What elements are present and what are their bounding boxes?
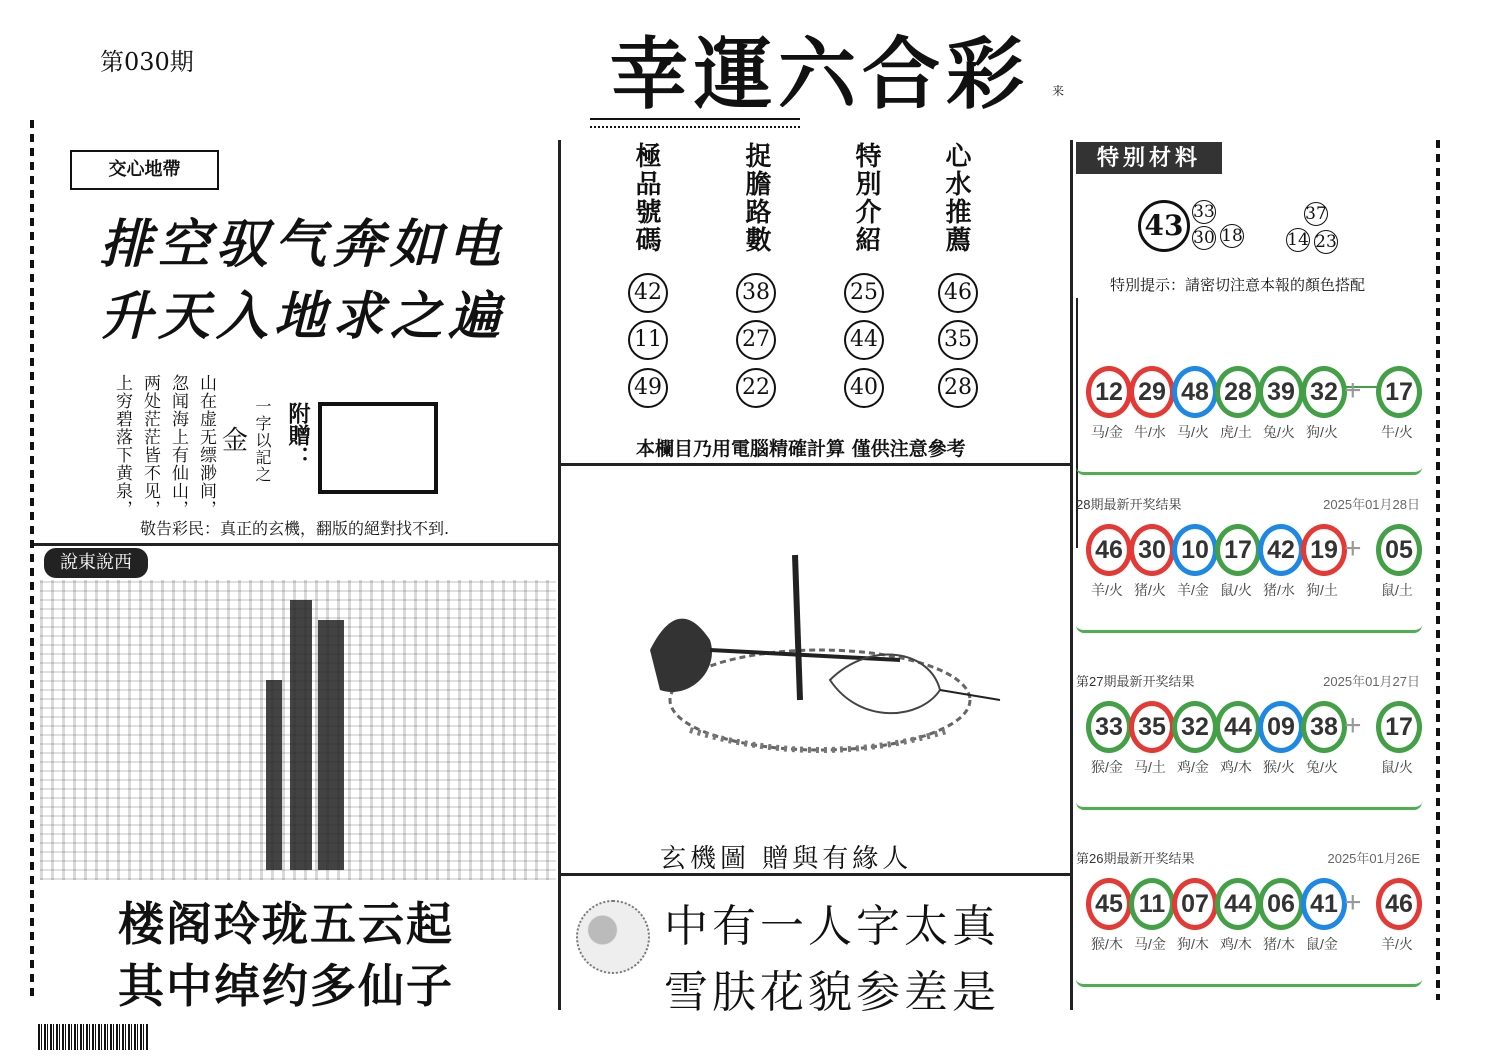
lottery-ball: 46 <box>1376 878 1422 930</box>
zodiac-label: 兔/火 <box>1306 759 1338 775</box>
page-title: 幸運六合彩 <box>610 29 1031 120</box>
lottery-ball: 44 <box>1215 701 1261 753</box>
zodiac-label: 鼠/火 <box>1220 582 1252 598</box>
tower-silhouette <box>290 600 312 870</box>
pick-number: 28 <box>938 368 978 408</box>
lottery-ball: 17 <box>1376 701 1422 753</box>
small-number: 33 <box>1193 202 1215 222</box>
pick-number: 38 <box>736 273 776 313</box>
lottery-ball: 10 <box>1172 524 1218 576</box>
pick-column-head-2: 捉膽路數 <box>741 142 771 254</box>
divider-vertical-left <box>558 140 561 1010</box>
plus-icon: + <box>1344 374 1362 407</box>
verse-column-1: 山在虚无缥渺间， <box>196 374 216 518</box>
zodiac-label: 马/火 <box>1177 424 1209 440</box>
answer-box <box>318 402 438 494</box>
tower-silhouette <box>266 680 282 870</box>
title-ornament <box>590 118 800 128</box>
small-number: 18 <box>1221 226 1243 246</box>
draw-date: 2025年01月28日 <box>1323 497 1420 512</box>
lottery-ball: 11 <box>1129 878 1175 930</box>
talk-poem-line-2: 其中绰约多仙子 <box>118 959 454 1013</box>
zodiac-label: 牛/水 <box>1134 424 1166 440</box>
lottery-ball: 46 <box>1086 524 1132 576</box>
pick-number: 40 <box>844 368 884 408</box>
ball-row <box>1086 701 1422 781</box>
panel-header <box>1076 848 1422 870</box>
pick-number: 42 <box>628 273 668 313</box>
warning-note: 敬告彩民：真正的玄機，翻版的絕對找不到. <box>140 519 450 538</box>
zodiac-label: 马/土 <box>1134 759 1166 775</box>
pick-number: 27 <box>736 320 776 360</box>
lottery-ball: 07 <box>1172 878 1218 930</box>
left-ornament-border <box>30 120 34 1000</box>
divider-left-upper <box>34 543 560 546</box>
result-panel <box>1076 494 1422 633</box>
zodiac-label: 鼠/土 <box>1381 582 1413 598</box>
zodiac-label: 虎/土 <box>1220 424 1252 440</box>
lottery-ball: 45 <box>1086 878 1132 930</box>
pick-column-head-3: 特別介紹 <box>851 142 881 254</box>
zodiac-label: 鼠/金 <box>1306 936 1338 952</box>
draw-date: 2025年01月26E <box>1327 851 1420 866</box>
result-panel <box>1076 336 1422 475</box>
gold-character: 金 <box>222 426 249 456</box>
lottery-ball: 17 <box>1215 524 1261 576</box>
lottery-ball: 44 <box>1215 878 1261 930</box>
zodiac-label: 鸡/木 <box>1220 759 1252 775</box>
zodiac-label: 猪/火 <box>1134 582 1166 598</box>
lottery-ball: 35 <box>1129 701 1175 753</box>
talk-tag: 說東說西 <box>44 548 148 578</box>
ball-row <box>1086 878 1422 958</box>
special-material-tag: 特别材料 <box>1076 142 1222 174</box>
zodiac-label: 狗/火 <box>1306 424 1338 440</box>
lottery-ball: 32 <box>1172 701 1218 753</box>
divider-vertical-right <box>1070 140 1073 1010</box>
mystery-sketch-image <box>630 550 1020 780</box>
small-number: 23 <box>1315 232 1337 252</box>
draw-title: 第27期最新开奖结果 <box>1076 674 1195 689</box>
pick-number: 25 <box>844 273 884 313</box>
yinyang-icon <box>576 900 650 974</box>
barcode <box>38 1024 148 1050</box>
verse-column-3: 两处茫茫皆不见， <box>140 374 160 518</box>
lottery-ball: 19 <box>1301 524 1347 576</box>
color-tip: 特別提示：請密切注意本報的顏色搭配 <box>1110 276 1366 294</box>
small-number: 30 <box>1193 228 1215 248</box>
lottery-ball: 29 <box>1129 366 1175 418</box>
verse-column-4: 上穷碧落下黄泉， <box>112 374 132 518</box>
talk-poem-line-1: 楼阁玲珑五云起 <box>118 897 454 951</box>
lottery-ball: 39 <box>1258 366 1304 418</box>
plus-icon: + <box>1344 532 1362 565</box>
lottery-ball: 06 <box>1258 878 1304 930</box>
small-number: 14 <box>1287 230 1309 250</box>
zodiac-label: 羊/火 <box>1381 936 1413 952</box>
calc-note: 本欄目乃用電腦精確計算 僅供注意參考 <box>636 438 966 460</box>
lottery-ball: 32 <box>1301 366 1347 418</box>
zodiac-label: 羊/火 <box>1091 582 1123 598</box>
zodiac-label: 鸡/木 <box>1220 936 1252 952</box>
mystery-caption: 玄機圖 贈與有緣人 <box>660 844 913 874</box>
lottery-ball: 33 <box>1086 701 1132 753</box>
zodiac-label: 鼠/火 <box>1381 759 1413 775</box>
zodiac-label: 狗/土 <box>1306 582 1338 598</box>
pick-number: 49 <box>628 368 668 408</box>
title-mark: 来 <box>1052 84 1065 98</box>
right-ornament-border <box>1436 140 1440 1000</box>
pick-number: 46 <box>938 273 978 313</box>
pick-number: 11 <box>628 320 668 360</box>
lottery-ball: 09 <box>1258 701 1304 753</box>
lottery-ball: 28 <box>1215 366 1261 418</box>
poem-line-2: 升天入地求之遍 <box>100 286 507 347</box>
zodiac-label: 鸡/金 <box>1177 759 1209 775</box>
lottery-ball: 12 <box>1086 366 1132 418</box>
zodiac-label: 兔/火 <box>1263 424 1295 440</box>
lottery-ball: 30 <box>1129 524 1175 576</box>
verse-column-2: 忽闻海上有仙山， <box>168 374 188 518</box>
draw-title: 第26期最新开奖结果 <box>1076 851 1195 866</box>
lottery-ball: 41 <box>1301 878 1347 930</box>
ball-row <box>1086 366 1422 446</box>
zodiac-label: 牛/火 <box>1381 424 1413 440</box>
result-panel <box>1076 671 1422 810</box>
plus-icon: + <box>1344 886 1362 919</box>
gift-label: 附贈： <box>285 402 311 468</box>
small-number: 37 <box>1305 204 1327 224</box>
lottery-ball: 05 <box>1376 524 1422 576</box>
issue-number: 第030期 <box>100 48 194 76</box>
pick-number: 44 <box>844 320 884 360</box>
lottery-ball: 17 <box>1376 366 1422 418</box>
ball-row <box>1086 524 1422 604</box>
panel-header <box>1076 494 1422 516</box>
lottery-ball: 38 <box>1301 701 1347 753</box>
draw-date: 2025年01月27日 <box>1323 674 1420 689</box>
lottery-ball: 42 <box>1258 524 1304 576</box>
zodiac-label: 猴/火 <box>1263 759 1295 775</box>
pick-column-head-4: 心水推薦 <box>941 142 971 254</box>
zodiac-label: 狗/木 <box>1177 936 1209 952</box>
pick-column-head-1: 極品號碼 <box>631 142 661 254</box>
zodiac-label: 猪/水 <box>1263 582 1295 598</box>
zodiac-label: 羊/金 <box>1177 582 1209 598</box>
zodiac-label: 猴/金 <box>1091 759 1123 775</box>
featured-number: 43 <box>1138 200 1190 252</box>
result-panel <box>1076 848 1422 987</box>
divider-mid-upper <box>560 463 1072 466</box>
zodiac-label: 猪/木 <box>1263 936 1295 952</box>
zodiac-label: 马/金 <box>1134 936 1166 952</box>
mid-poem-line-2: 雪肤花貌参差是 <box>664 967 1000 1018</box>
panel-header <box>1076 671 1422 693</box>
lottery-ball: 48 <box>1172 366 1218 418</box>
pick-number: 22 <box>736 368 776 408</box>
plus-icon: + <box>1344 709 1362 742</box>
zodiac-label: 猴/木 <box>1091 936 1123 952</box>
pick-number: 35 <box>938 320 978 360</box>
heart-zone-tag: 交心地帶 <box>70 150 219 190</box>
hint-text: 一字以記之 <box>253 398 272 483</box>
tower-silhouette <box>318 620 344 870</box>
draw-title: 28期最新开奖结果 <box>1076 497 1182 512</box>
mid-poem-line-1: 中有一人字太真 <box>664 901 1000 952</box>
poem-line-1: 排空驭气奔如电 <box>100 214 507 275</box>
zodiac-label: 马/金 <box>1091 424 1123 440</box>
